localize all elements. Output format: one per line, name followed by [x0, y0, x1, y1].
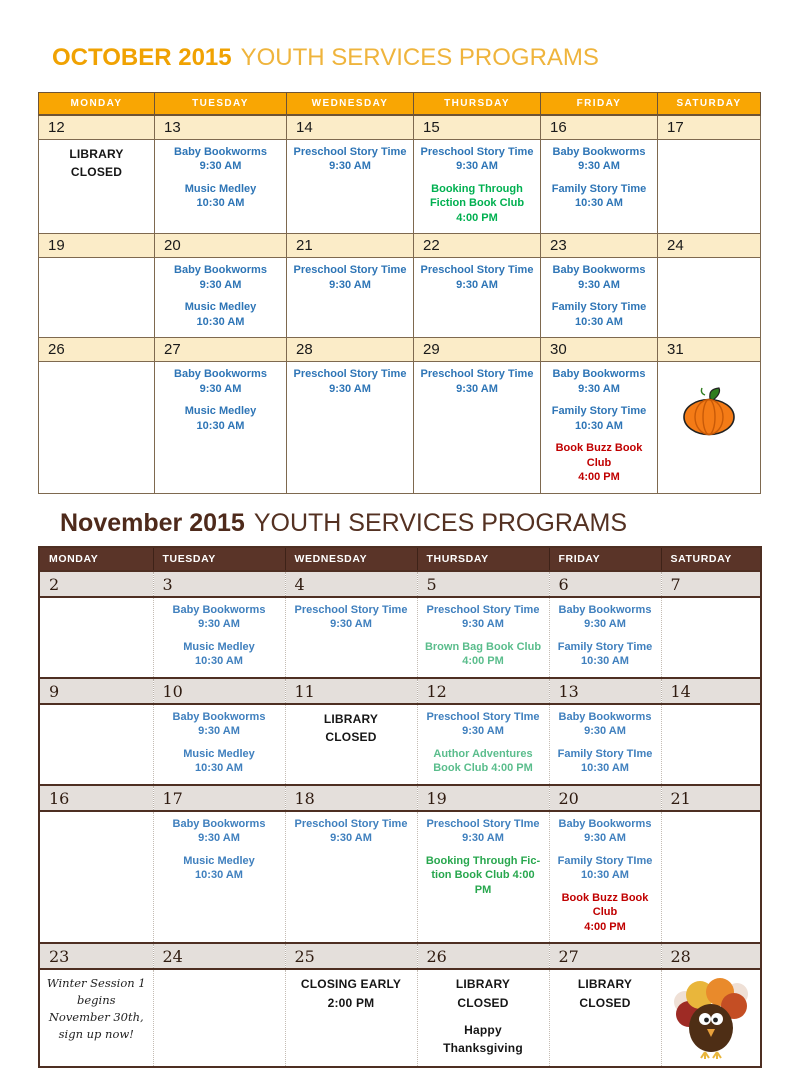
event-line: Preschool Story Time	[420, 264, 534, 277]
event	[290, 145, 410, 174]
november-day-cell-6	[549, 597, 661, 678]
event-line: CLOSED	[579, 996, 631, 1011]
october-date-21: 21	[287, 234, 414, 258]
event	[417, 182, 537, 226]
november-day-cell-18	[285, 811, 417, 944]
october-day-cell-23	[541, 258, 658, 338]
event-line: Preschool Story Time	[426, 603, 540, 616]
event-line: 9:30 AM	[584, 618, 626, 631]
november-day-cell-12	[417, 704, 549, 785]
event-line: 9:30 AM	[462, 832, 504, 845]
event-line: 10:30 AM	[575, 419, 623, 432]
november-date-14: 14	[661, 678, 761, 704]
event-line: Booking Through	[431, 182, 523, 195]
event-line: Preschool Story Time	[294, 603, 408, 616]
november-date-17: 17	[153, 785, 285, 811]
event	[158, 263, 283, 292]
november-day-cell-16	[39, 811, 153, 944]
november-day-cell-25	[285, 969, 417, 1066]
october-calendar	[38, 92, 760, 494]
event	[157, 640, 282, 669]
november-day-cell-3	[153, 597, 285, 678]
event-line: 9:30 AM	[584, 832, 626, 845]
event-line: CLOSING EARLY	[300, 977, 402, 992]
event	[417, 145, 537, 174]
event-line: 10:30 AM	[575, 197, 623, 210]
event-line: Baby Bookworms	[558, 603, 652, 616]
event-line: Music Medley	[183, 747, 255, 760]
event-line: 9:30 AM	[578, 278, 620, 291]
event-line: Preschool Story Time	[293, 264, 407, 277]
day-header-saturday: SATURDAY	[661, 547, 761, 571]
event	[421, 603, 546, 632]
event	[544, 441, 654, 485]
october-day-cell-27	[155, 362, 287, 494]
event-line: 9:30 AM	[456, 382, 498, 395]
event	[290, 263, 410, 292]
event-line: CLOSED	[70, 165, 123, 180]
event-line: 10:30 AM	[195, 869, 243, 882]
event-line: LIBRARY	[455, 977, 511, 992]
event-line: 10:30 AM	[195, 655, 243, 668]
event-line: Baby Bookworms	[174, 368, 267, 381]
event	[421, 1021, 546, 1058]
event-line: Baby Bookworms	[174, 145, 267, 158]
event-line: 4:00 PM	[456, 211, 498, 224]
event-line: Preschool Story Time	[293, 145, 407, 158]
event	[43, 975, 150, 1042]
event-line: 10:30 AM	[581, 655, 629, 668]
october-day-cell-14	[287, 139, 414, 234]
november-calendar	[38, 546, 760, 1068]
november-day-cell-14	[661, 704, 761, 785]
event-line: November 30th,	[48, 1009, 144, 1024]
event-line: Music Medley	[184, 182, 257, 195]
event-line: 9:30 AM	[330, 832, 372, 845]
october-date-27: 27	[155, 338, 287, 362]
event-line: 10:30 AM	[196, 419, 245, 432]
event-line: 9:30 AM	[456, 278, 498, 291]
day-header-monday: MONDAY	[39, 547, 153, 571]
event	[157, 710, 282, 739]
event-line: Music Medley	[183, 640, 255, 653]
event	[544, 145, 654, 174]
november-date-7: 7	[661, 571, 761, 597]
event-line: Baby Bookworms	[558, 710, 652, 723]
november-day-cell-9	[39, 704, 153, 785]
day-header-wednesday: WEDNESDAY	[285, 547, 417, 571]
october-day-cell-15	[414, 139, 541, 234]
event-line: 10:30 AM	[575, 315, 623, 328]
event	[158, 300, 283, 329]
event	[158, 367, 283, 396]
november-date-6: 6	[549, 571, 661, 597]
event-line: LIBRARY	[323, 711, 379, 726]
event-line: Preschool Story Time	[293, 368, 407, 381]
event-line: Baby Bookworms	[558, 817, 652, 830]
october-date-16: 16	[541, 115, 658, 139]
event	[553, 817, 658, 846]
event-line: Brown Bag Book Club	[424, 640, 542, 653]
november-day-cell-28	[661, 969, 761, 1066]
event-line: Fiction Book Club	[429, 197, 525, 210]
october-date-12: 12	[39, 115, 155, 139]
event	[42, 145, 151, 182]
event	[553, 975, 658, 1012]
event-line: 4:00 PM	[578, 471, 620, 484]
event-line: Family Story TIme	[557, 854, 653, 867]
pumpkin-icon	[681, 386, 737, 436]
event	[158, 182, 283, 211]
october-date-19: 19	[39, 234, 155, 258]
day-header-friday: FRIDAY	[541, 93, 658, 116]
event-line: 10:30 AM	[196, 315, 245, 328]
event-line: begins	[76, 993, 116, 1008]
event-line: Happy	[464, 1022, 502, 1037]
event-line: CLOSED	[457, 996, 509, 1011]
event	[421, 817, 546, 846]
october-day-cell-24	[658, 258, 761, 338]
event-line: Book Buzz Book Club	[561, 891, 649, 919]
october-date-13: 13	[155, 115, 287, 139]
november-day-cell-19	[417, 811, 549, 944]
event-line: Preschool Story TIme	[426, 710, 540, 723]
event-line: Booking Through Fic-	[425, 854, 541, 867]
event	[157, 603, 282, 632]
event-line: 9:30 AM	[456, 160, 498, 173]
november-date-21: 21	[661, 785, 761, 811]
november-date-26: 26	[417, 943, 549, 969]
event-line: Winter Session 1	[46, 976, 146, 991]
event-line: 9:30 AM	[198, 618, 240, 631]
event	[421, 747, 546, 776]
november-day-cell-27	[549, 969, 661, 1066]
event-line: Preschool Story Time	[420, 368, 534, 381]
event	[158, 145, 283, 174]
event	[553, 710, 658, 739]
event-line: 9:30 AM	[329, 278, 371, 291]
event-line: Family Story Time	[551, 182, 647, 195]
event-line: sign up now!	[58, 1026, 134, 1041]
event	[553, 640, 658, 669]
event	[158, 404, 283, 433]
event-line: Baby Bookworms	[552, 264, 646, 277]
november-date-4: 4	[285, 571, 417, 597]
november-date-20: 20	[549, 785, 661, 811]
event-line: Preschool Story Time	[420, 145, 534, 158]
october-day-cell-21	[287, 258, 414, 338]
event-line: Baby Bookworms	[174, 264, 267, 277]
event-line: 9:30 AM	[199, 278, 242, 291]
event	[553, 747, 658, 776]
event	[544, 367, 654, 396]
november-date-19: 19	[417, 785, 549, 811]
november-day-cell-13	[549, 704, 661, 785]
event	[553, 854, 658, 883]
event	[417, 263, 537, 292]
event	[421, 975, 546, 1012]
november-date-24: 24	[153, 943, 285, 969]
november-title-month: November 2015	[60, 508, 245, 537]
november-date-12: 12	[417, 678, 549, 704]
event	[544, 300, 654, 329]
november-day-cell-26	[417, 969, 549, 1066]
event-line: 9:30 AM	[330, 618, 372, 631]
event-line: 9:30 AM	[198, 725, 240, 738]
day-header-tuesday: TUESDAY	[153, 547, 285, 571]
event-line: Baby Bookworms	[552, 145, 646, 158]
october-date-24: 24	[658, 234, 761, 258]
event-line: Book Club 4:00 PM	[433, 762, 533, 775]
event-line: 10:30 AM	[581, 869, 629, 882]
event	[290, 367, 410, 396]
october-date-31: 31	[658, 338, 761, 362]
event	[544, 404, 654, 433]
october-table	[38, 92, 761, 494]
event-line: 9:30 AM	[329, 160, 371, 173]
november-date-25: 25	[285, 943, 417, 969]
november-date-27: 27	[549, 943, 661, 969]
day-header-friday: FRIDAY	[549, 547, 661, 571]
november-day-cell-5	[417, 597, 549, 678]
october-date-15: 15	[414, 115, 541, 139]
event	[289, 710, 414, 747]
november-date-3: 3	[153, 571, 285, 597]
october-day-cell-22	[414, 258, 541, 338]
event-line: 9:30 AM	[329, 382, 371, 395]
event-line: Baby Bookworms	[552, 368, 646, 381]
november-day-cell-4	[285, 597, 417, 678]
event-line: 9:30 AM	[199, 160, 242, 173]
event-line: Family Story Time	[557, 640, 653, 653]
november-day-cell-2	[39, 597, 153, 678]
november-date-11: 11	[285, 678, 417, 704]
november-date-2: 2	[39, 571, 153, 597]
event-line: Music Medley	[184, 405, 257, 418]
event	[544, 263, 654, 292]
november-date-9: 9	[39, 678, 153, 704]
event-line: Family Story TIme	[557, 747, 653, 760]
november-date-13: 13	[549, 678, 661, 704]
event-line: Baby Bookworms	[172, 603, 266, 616]
event	[421, 640, 546, 669]
event-line: LIBRARY	[69, 146, 124, 161]
event	[289, 975, 414, 1012]
event-line: 9:30 AM	[462, 725, 504, 738]
october-title-suffix: YOUTH SERVICES PROGRAMS	[240, 44, 599, 71]
event	[417, 367, 537, 396]
day-header-tuesday: TUESDAY	[155, 93, 287, 116]
october-date-14: 14	[287, 115, 414, 139]
october-day-cell-28	[287, 362, 414, 494]
event-line: PM	[474, 883, 492, 896]
november-day-cell-20	[549, 811, 661, 944]
event-line: Preschool Story TIme	[426, 817, 540, 830]
event-line: CLOSED	[325, 730, 377, 745]
october-date-30: 30	[541, 338, 658, 362]
event	[421, 854, 546, 898]
october-day-cell-30	[541, 362, 658, 494]
event-line: Music Medley	[184, 301, 257, 314]
october-day-cell-16	[541, 139, 658, 234]
event-line: Family Story Time	[551, 405, 647, 418]
event-line: 4:00 PM	[584, 920, 626, 933]
october-date-17: 17	[658, 115, 761, 139]
october-day-cell-20	[155, 258, 287, 338]
november-date-5: 5	[417, 571, 549, 597]
event	[544, 182, 654, 211]
event-line: Author Adventures	[433, 747, 533, 760]
event-line: 9:30 AM	[198, 832, 240, 845]
october-day-cell-13	[155, 139, 287, 234]
event-line: 9:30 AM	[578, 160, 620, 173]
event-line: 9:30 AM	[578, 382, 620, 395]
november-day-cell-11	[285, 704, 417, 785]
event-line: tion Book Club 4:00	[431, 869, 535, 882]
october-date-20: 20	[155, 234, 287, 258]
event	[553, 603, 658, 632]
event-line: 9:30 AM	[199, 382, 242, 395]
october-title-month: OCTOBER 2015	[52, 44, 232, 71]
october-date-22: 22	[414, 234, 541, 258]
event-line: 10:30 AM	[196, 197, 245, 210]
november-day-cell-23	[39, 969, 153, 1066]
event-line: Preschool Story Time	[294, 817, 408, 830]
day-header-thursday: THURSDAY	[414, 93, 541, 116]
event-line: 2:00 PM	[327, 996, 375, 1011]
november-date-10: 10	[153, 678, 285, 704]
event	[421, 710, 546, 739]
november-date-16: 16	[39, 785, 153, 811]
november-day-cell-17	[153, 811, 285, 944]
november-day-cell-7	[661, 597, 761, 678]
event	[157, 747, 282, 776]
october-date-28: 28	[287, 338, 414, 362]
october-day-cell-31	[658, 362, 761, 494]
event-line: Thanksgiving	[443, 1041, 523, 1056]
event	[289, 603, 414, 632]
event	[157, 854, 282, 883]
november-day-cell-24	[153, 969, 285, 1066]
day-header-thursday: THURSDAY	[417, 547, 549, 571]
event	[553, 891, 658, 935]
event-line: 10:30 AM	[581, 762, 629, 775]
october-date-23: 23	[541, 234, 658, 258]
day-header-monday: MONDAY	[39, 93, 155, 116]
event-line: 10:30 AM	[195, 762, 243, 775]
event-line: 9:30 AM	[584, 725, 626, 738]
november-date-28: 28	[661, 943, 761, 969]
event	[157, 817, 282, 846]
november-day-cell-21	[661, 811, 761, 944]
event-line: Book Buzz Book Club	[555, 442, 643, 469]
event-line: 4:00 PM	[462, 655, 504, 668]
turkey-icon	[673, 972, 749, 1060]
event-line: Music Medley	[183, 854, 255, 867]
november-date-18: 18	[285, 785, 417, 811]
day-header-saturday: SATURDAY	[658, 93, 761, 116]
event-line: LIBRARY	[577, 977, 633, 992]
event-line: Baby Bookworms	[172, 710, 266, 723]
event-line: 9:30 AM	[462, 618, 504, 631]
event-line: Baby Bookworms	[172, 817, 266, 830]
october-day-cell-29	[414, 362, 541, 494]
event	[289, 817, 414, 846]
october-date-26: 26	[39, 338, 155, 362]
october-day-cell-17	[658, 139, 761, 234]
october-day-cell-19	[39, 258, 155, 338]
november-title	[60, 509, 760, 538]
october-date-29: 29	[414, 338, 541, 362]
november-title-suffix: YOUTH SERVICES PROGRAMS	[253, 508, 628, 537]
november-day-cell-10	[153, 704, 285, 785]
day-header-wednesday: WEDNESDAY	[287, 93, 414, 116]
october-title	[52, 44, 760, 72]
november-table	[38, 546, 762, 1068]
october-day-cell-26	[39, 362, 155, 494]
october-day-cell-12	[39, 139, 155, 234]
november-date-23: 23	[39, 943, 153, 969]
event-line: Family Story Time	[551, 301, 647, 314]
